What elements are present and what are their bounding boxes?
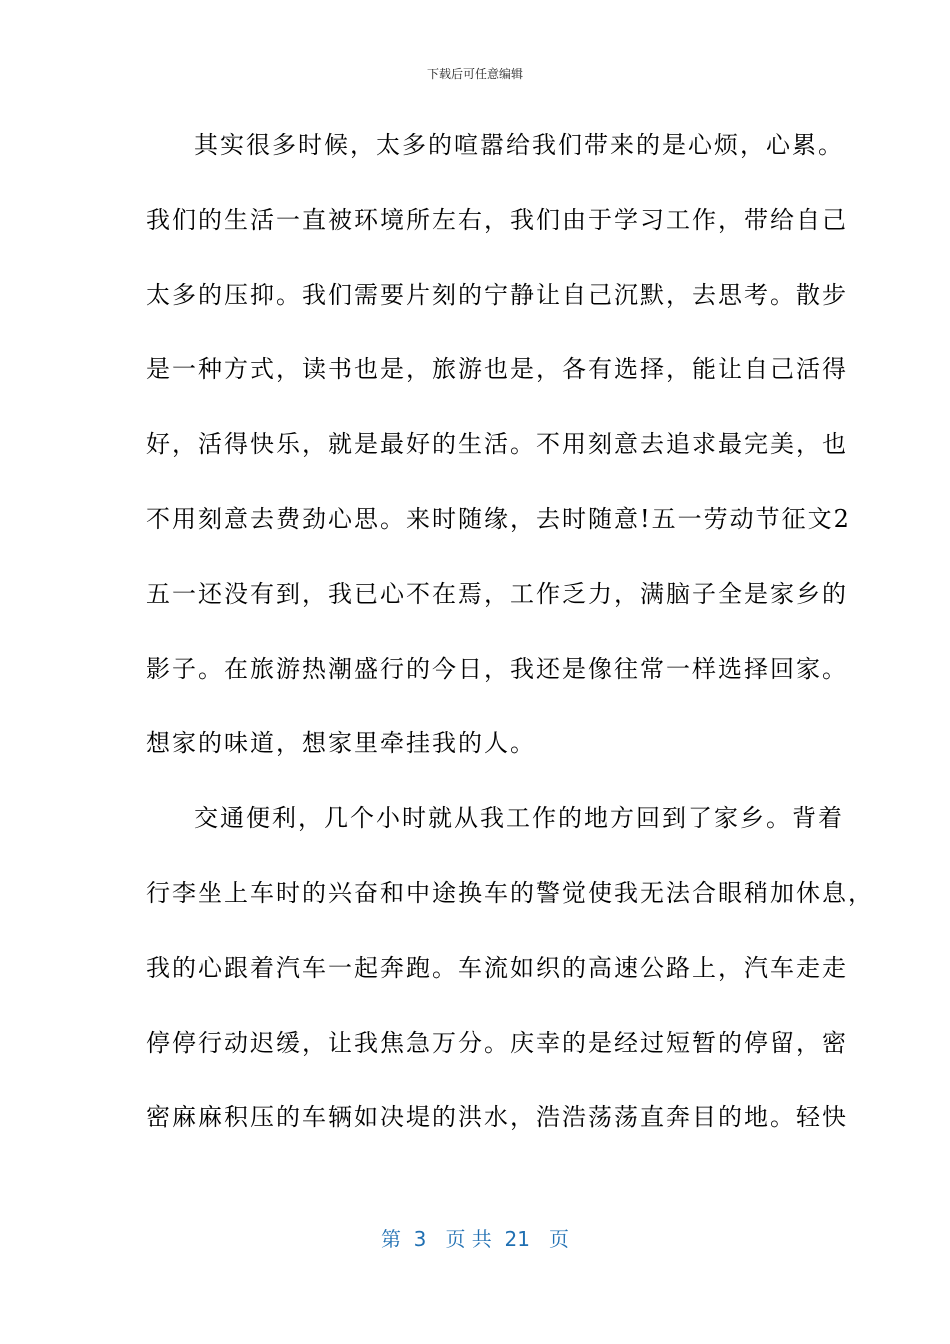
paragraph-line: 不用刻意去费劲心思。来时随缘，去时随意!五一劳动节征文2 [146, 504, 851, 533]
page-header: 下载后可任意编辑 [426, 67, 523, 81]
paragraph-line: 密麻麻积压的车辆如决堤的洪水，浩浩荡荡直奔目的地。轻快 [146, 1103, 848, 1132]
paragraph-line: 其实很多时候，太多的喧嚣给我们带来的是心烦，心累。 [194, 131, 844, 159]
paragraph-line: 交通便利，几个小时就从我工作的地方回到了家乡。背着 [194, 804, 844, 833]
paragraph-line: 行李坐上车时的兴奋和中途换车的警觉使我无法合眼稍加休息， [146, 878, 874, 907]
paragraph-line: 停停行动迟缓，让我焦急万分。庆幸的是经过短暂的停留，密 [146, 1028, 848, 1057]
paragraph-line: 想家的味道，想家里牵挂我的人。 [146, 729, 536, 758]
paragraph-line: 五一还没有到，我已心不在焉，工作乏力，满脑子全是家乡的 [146, 579, 848, 608]
page-number: 第 3 页 共 21 页 [380, 1227, 570, 1251]
paragraph-line: 是一种方式，读书也是，旅游也是，各有选择，能让自己活得 [146, 355, 848, 384]
paragraph-line: 影子。在旅游热潮盛行的今日，我还是像往常一样选择回家。 [146, 654, 848, 683]
paragraph-line: 太多的压抑。我们需要片刻的宁静让自己沉默，去思考。散步 [146, 280, 848, 309]
paragraph-line: 好，活得快乐，就是最好的生活。不用刻意去追求最完美，也 [146, 430, 848, 459]
document-body [146, 130, 874, 1177]
paragraph-line: 我们的生活一直被环境所左右，我们由于学习工作，带给自己 [146, 205, 848, 234]
paragraph-line: 我的心跟着汽车一起奔跑。车流如织的高速公路上，汽车走走 [146, 953, 848, 982]
